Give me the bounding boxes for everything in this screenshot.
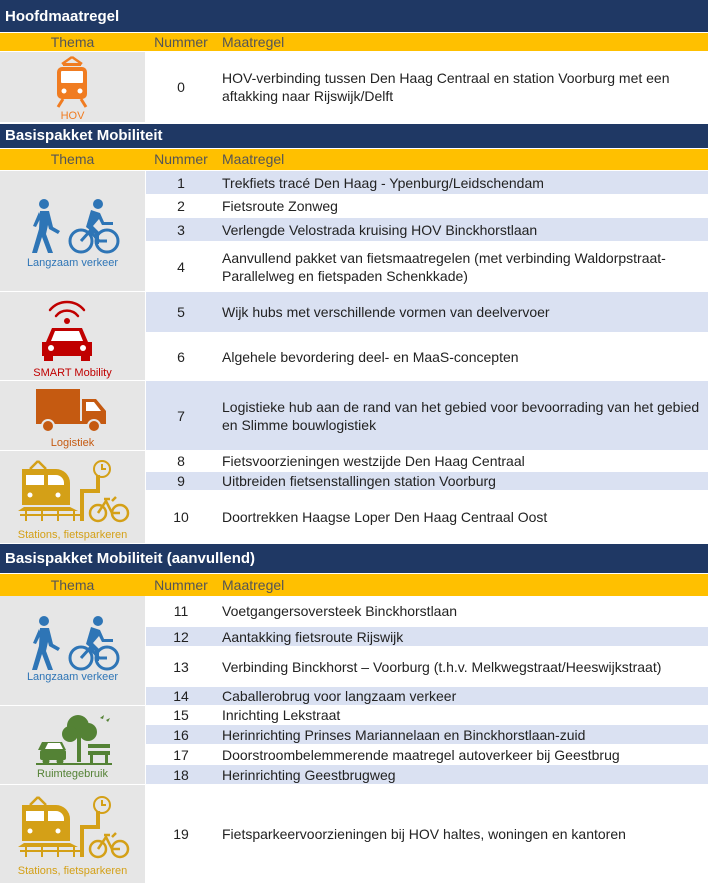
row-nummer: 9 xyxy=(177,473,185,489)
row-maatregel: Aanvullend pakket van fietsmaatregelen (met verbinding Waldorpstraat-Parallelweg en fietspaden Schenkkade) xyxy=(222,249,666,284)
row-maatregel: Wijk hubs met verschillende vormen van deelvervoer xyxy=(222,304,550,320)
row-nummer: 8 xyxy=(177,453,185,469)
row-nummer: 12 xyxy=(173,628,189,645)
row-maatregel: Inrichting Lekstraat xyxy=(222,707,341,723)
row-maatregel: Herinrichting Prinses Mariannelaan en Binckhorstlaan-zuid xyxy=(222,726,586,743)
theme-label: Langzaam verkeer xyxy=(26,671,119,683)
theme-label: Langzaam verkeer xyxy=(26,257,119,269)
row-nummer: 0 xyxy=(177,79,185,95)
row-maatregel: Algehele bevordering deel- en MaaS-concepten xyxy=(222,348,519,365)
table-row xyxy=(146,171,708,195)
row-nummer: 2 xyxy=(177,198,185,214)
theme-label: HOV xyxy=(60,110,85,122)
row-nummer: 6 xyxy=(177,348,185,365)
header-thema: Thema xyxy=(50,151,95,167)
row-maatregel: Fietsparkeervoorzieningen bij HOV haltes, woningen en kantoren xyxy=(222,826,626,842)
train-bicycle-parking-icon xyxy=(18,795,130,861)
table-row xyxy=(146,706,708,725)
table-row xyxy=(146,218,708,242)
section-title: Hoofdmaatregel xyxy=(0,0,708,33)
table-row xyxy=(146,745,708,765)
table-header xyxy=(0,149,708,170)
delivery-truck-icon xyxy=(34,387,110,433)
theme-cell-langzaam-verkeer xyxy=(0,171,145,292)
row-nummer: 10 xyxy=(173,509,189,525)
row-nummer: 15 xyxy=(173,707,189,723)
row-maatregel: Trekfiets tracé Den Haag - Ypenburg/Leidschendam xyxy=(222,174,544,191)
row-nummer: 1 xyxy=(177,174,185,191)
theme-cell-smart-mobility xyxy=(0,292,145,381)
header-thema: Thema xyxy=(50,34,95,50)
header-nummer: Nummer xyxy=(154,577,208,593)
row-maatregel: Verlengde Velostrada kruising HOV Binckhorstlaan xyxy=(222,221,538,238)
table-row xyxy=(146,725,708,745)
row-maatregel: Caballerobrug voor langzaam verkeer xyxy=(222,688,457,704)
table-row xyxy=(146,687,708,706)
row-maatregel: HOV-verbinding tussen Den Haag Centraal en station Voorburg met een aftakking naar Rijswijk/Delft xyxy=(222,70,670,104)
section-title: Basispakket Mobiliteit xyxy=(0,124,708,149)
table-row xyxy=(146,52,708,123)
header-nummer: Nummer xyxy=(154,34,208,50)
theme-label: Ruimtegebruik xyxy=(37,768,108,780)
theme-cell-logistiek xyxy=(0,381,145,451)
table-row xyxy=(146,627,708,647)
theme-cell-stations-fietsparkeren xyxy=(0,785,145,884)
row-nummer: 4 xyxy=(177,258,185,275)
theme-label: Logistiek xyxy=(50,437,95,449)
table-row xyxy=(146,242,708,292)
header-thema: Thema xyxy=(50,577,95,593)
row-maatregel: Fietsroute Zonweg xyxy=(222,198,338,214)
theme-cell-langzaam-verkeer xyxy=(0,596,145,706)
row-maatregel: Voetgangersoversteek Binckhorstlaan xyxy=(222,603,458,619)
table-row xyxy=(146,381,708,451)
header-maatregel: Maatregel xyxy=(222,577,285,593)
row-nummer: 7 xyxy=(177,407,185,424)
section-title: Basispakket Mobiliteit (aanvullend) xyxy=(0,544,708,574)
table-row xyxy=(146,765,708,785)
train-bicycle-parking-icon xyxy=(18,459,130,525)
row-nummer: 16 xyxy=(173,726,189,743)
header-maatregel: Maatregel xyxy=(222,34,285,50)
table-row xyxy=(146,647,708,687)
table-row xyxy=(146,491,708,544)
header-nummer: Nummer xyxy=(154,151,208,167)
row-maatregel: Doorstroombelemmerende maatregel autoverkeer bij Geestbrug xyxy=(222,746,620,763)
header-maatregel: Maatregel xyxy=(222,151,285,167)
pedestrian-cyclist-icon xyxy=(28,199,120,255)
tram-icon xyxy=(54,55,90,109)
table-row xyxy=(146,333,708,381)
row-nummer: 3 xyxy=(177,221,185,238)
table-row xyxy=(146,292,708,333)
row-maatregel: Aantakking fietsroute Rijswijk xyxy=(222,628,404,645)
table-row xyxy=(146,451,708,472)
theme-label: Stations, fietsparkeren xyxy=(17,865,128,877)
row-maatregel: Herinrichting Geestbrugweg xyxy=(222,766,396,783)
smart-car-icon xyxy=(38,296,96,362)
row-nummer: 5 xyxy=(177,304,185,320)
park-bench-icon xyxy=(36,712,112,766)
row-maatregel: Logistieke hub aan de rand van het gebied voor bevoorrading van het gebied en Slimme bouwlogistiek xyxy=(222,398,700,433)
table-row xyxy=(146,596,708,627)
theme-label: Stations, fietsparkeren xyxy=(17,529,128,541)
row-nummer: 14 xyxy=(173,688,189,704)
theme-label: SMART Mobility xyxy=(33,367,112,379)
row-maatregel: Uitbreiden fietsenstallingen station Voorburg xyxy=(222,473,496,489)
pedestrian-cyclist-icon xyxy=(28,616,120,672)
table-header xyxy=(0,574,708,596)
row-nummer: 18 xyxy=(173,766,189,783)
row-nummer: 17 xyxy=(173,746,189,763)
row-maatregel: Doortrekken Haagse Loper Den Haag Centraal Oost xyxy=(222,509,548,525)
theme-cell-ruimtegebruik xyxy=(0,706,145,785)
table-row xyxy=(146,195,708,218)
row-maatregel: Fietsvoorzieningen westzijde Den Haag Centraal xyxy=(222,453,525,469)
row-nummer: 19 xyxy=(173,826,189,842)
theme-cell-stations-fietsparkeren xyxy=(0,451,145,544)
row-maatregel: Verbinding Binckhorst – Voorburg (t.h.v. Melkwegstraat/Heeswijkstraat) xyxy=(222,658,662,675)
table-header xyxy=(0,33,708,51)
table-row xyxy=(146,785,708,884)
theme-cell-hov xyxy=(0,52,145,123)
row-nummer: 11 xyxy=(173,603,189,619)
table-row xyxy=(146,472,708,491)
row-nummer: 13 xyxy=(173,658,189,675)
